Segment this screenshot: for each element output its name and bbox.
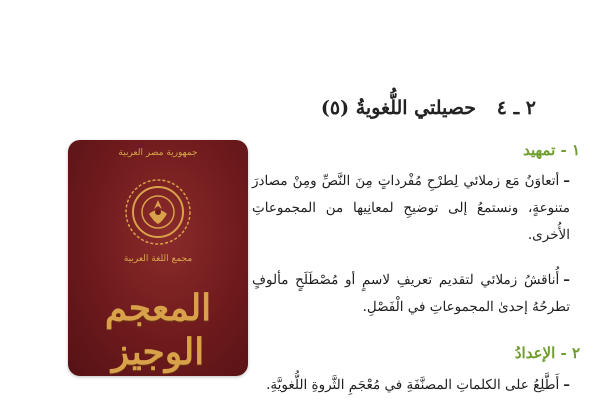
- intro-item-1-text: أتعاوَنُ مَع زملائي لِطرْحِ مُفْرداتٍ مِنَ النَّصِّ ومِنْ مصادرَ متنوعةٍ، ونستمعُ إلى توضيحِ لمعانِيها من المجموعاتِ الأُخرى.: [252, 173, 570, 243]
- bullet-dash: –: [563, 377, 570, 393]
- lesson-header: [218, 96, 536, 120]
- bullet-dash: –: [563, 173, 570, 189]
- intro-item-2: [252, 267, 570, 321]
- lesson-title: حصيلتي اللُّغويةُ (٥): [320, 97, 476, 119]
- prep-item-1-text: أَطَّلِعُ على الكلماتِ المصنَّفَةِ في مُعْجَمِ الثَّروةِ اللُّغويَّةِ.: [266, 377, 560, 393]
- section-heading-preparation: ٢ - الإعدادُ: [514, 344, 580, 362]
- dictionary-cover-image: [68, 140, 248, 376]
- cover-middle-text: مجمع اللغة العربية: [123, 254, 193, 264]
- lesson-number: ٢ ـ ٤: [496, 97, 536, 119]
- prep-item-1: [252, 372, 570, 399]
- cover-top-text: جمهورية مصر العربية: [118, 148, 198, 158]
- academy-emblem-icon: [122, 176, 194, 248]
- intro-item-1: [252, 168, 570, 249]
- cover-title: المعجم الوجيز: [104, 287, 212, 373]
- intro-item-2-text: أُناقشُ زملائي لتقديم تعريفِ لاسمٍ أو مُصْطَلَحٍ مألوفٍ تطرحُهُ إحدىٰ المجموعاتِ في الْفَصْلِ.: [252, 272, 570, 315]
- section-heading-intro: ١ - تمهيد: [523, 141, 580, 159]
- bullet-dash: –: [563, 272, 570, 288]
